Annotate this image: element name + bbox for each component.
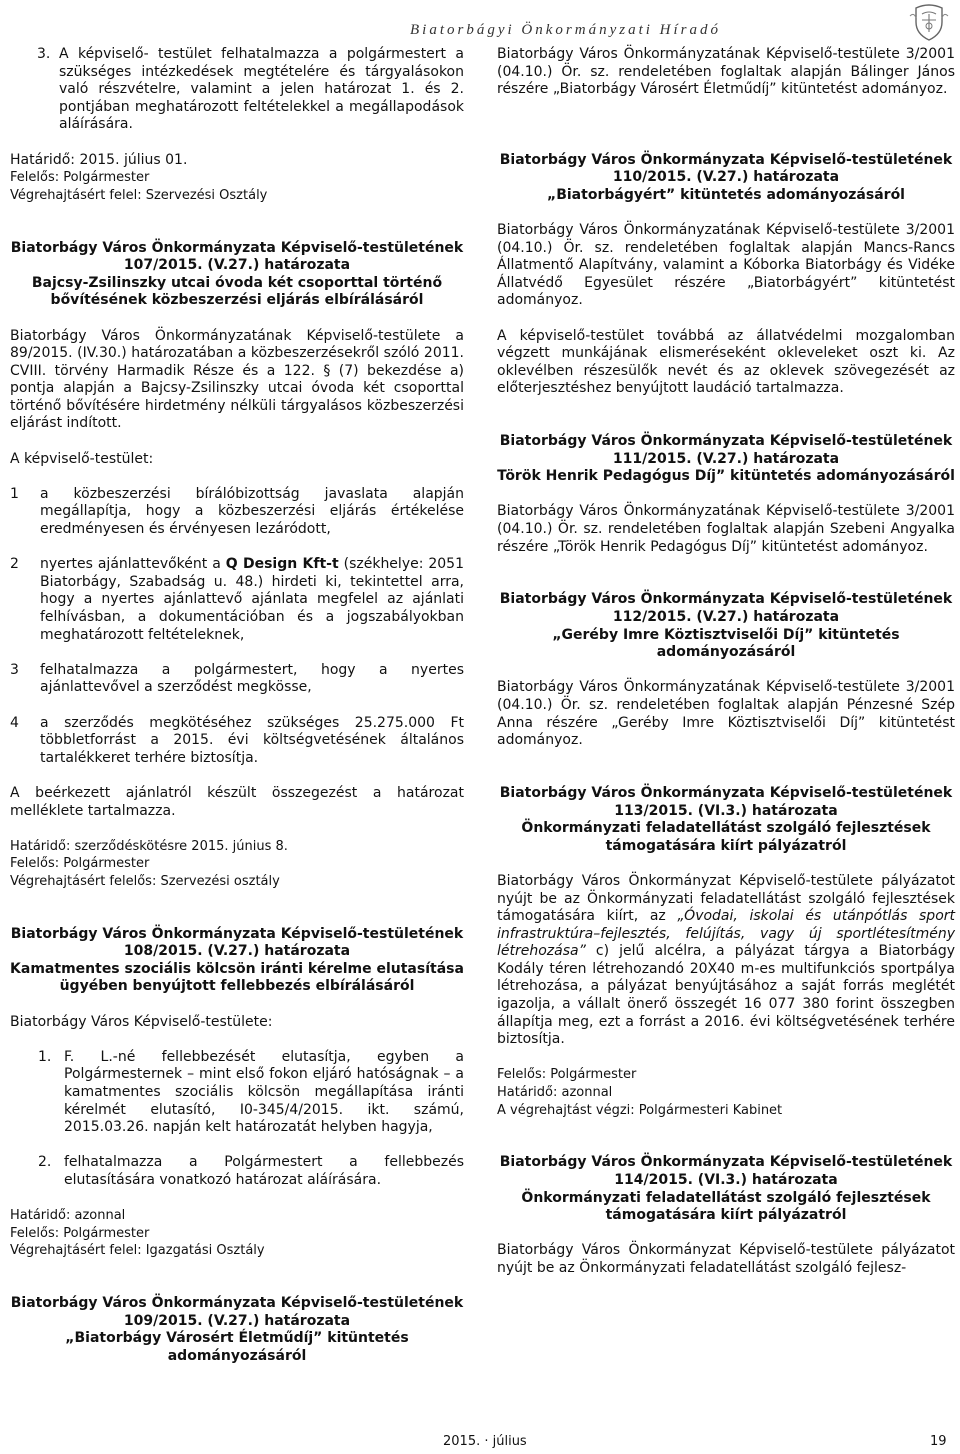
resolution-108 [10,926,464,1260]
deadline: Határidő: szerződéskötésre 2015. június 8. [10,838,288,854]
winner-name: Q Design Kft-t [225,556,339,573]
resolution-heading: Biatorbágy Város Önkormányzata Képviselő-testületének [499,433,953,450]
resolution-109 [10,1295,464,1365]
award-text: Biatorbágy Város Önkormányzatának Képviselő-testülete 3/2001 (04.10.) Ör. sz. rendeletében foglaltak alapján Bálinger János részére „Biatorbágy Városért Életműdíj” kitüntetést adományoz. [497,46,955,98]
resolution-number: 114/2015. (VI.3.) határozata [614,1172,838,1188]
resolution-111 [497,433,955,556]
executor: Végrehajtásért felelős: Szervezési osztály [10,873,280,889]
resolution-number: 108/2015. (V.27.) határozata [123,943,351,960]
list-item: 2 nyertes ajánlattevőként a Q Design Kft-t (székhelye: 2051 Biatorbágy, Szabadság u. 48.) hirdeti ki, tekintettel arra, hogy a nyertes ajánlattevő ajánlata megfelel az ajánlati felhívásban, a dokumentációban és a jogszabályokban meghatározott feltételeknek, [10,556,464,643]
resolution-subject: Kamatmentes szociális kölcsön iránti kérelme elutasítása ügyében benyújtott fellebbezés elbírálásáról [10,960,464,995]
resolution-110 [497,152,955,398]
resolution-number: 109/2015. (V.27.) határozata [123,1312,351,1329]
list-number: 3. [37,46,51,62]
page-number: 19 [930,1434,947,1449]
resolution-heading: Biatorbágy Város Önkormányzata Képviselő-testületének [10,239,464,256]
resolution-subject: „Biatorbágyért” kitüntetés adományozásáról [547,186,905,203]
resolution-114 [497,1154,955,1277]
list-item: 1. F. L.-né fellebbezését elutasítja, egyben a Polgármesternek – mint első fokon eljáró hatóságnak – a kamatmentes szociális kölcsön megállapítása iránti kérelmét elutasító, I0-345/4/2015. ikt. számú, 2015.03.26. napján kelt határozatát helyben hagyja, [38,1048,464,1136]
list-item: 3 felhatalmazza a polgármestert, hogy a nyertes ajánlattevővel a szerződést megkösse, [10,661,464,696]
list-item: 2. felhatalmazza a Polgármestert a fellebbezés elutasítására vonatkozó határozat aláírására. [38,1154,464,1188]
resolution-number: 111/2015. (V.27.) határozata [612,450,840,467]
issue-date: 2015. · július [443,1434,527,1449]
resolution-number: 110/2015. (V.27.) határozata [612,169,840,186]
annex-note: A beérkezett ajánlatról készült összegezést a határozat melléklete tartalmazza. [10,784,464,819]
resolution-113 [497,785,955,1119]
resolution-heading: Biatorbágy Város Önkormányzata Képviselő-testületének [499,591,953,608]
executor: Végrehajtásért felel: Igazgatási Osztály [10,1243,265,1259]
responsible: Felelős: Polgármester [497,1067,637,1083]
resolution-heading: Biatorbágy Város Önkormányzata Képviselő-testületének [10,925,464,942]
resolution-subject: Önkormányzati feladatellátást szolgáló fejlesztések támogatására kiírt pályázatról [521,1189,931,1224]
responsible: Felelős: Polgármester [10,170,150,186]
responsible: Felelős: Polgármester [10,1225,150,1241]
list-item: 1 a közbeszerzési bírálóbizottság javaslata alapján megállapítja, hogy a közbeszerzési eljárás értékelése eredményesen és érvényesen lezáródott, [10,485,464,538]
award-text: Biatorbágy Város Önkormányzatának Képviselő-testülete 3/2001 (04.10.) Ör. sz. rendeletében foglaltak alapján Mancs-Rancs Állatmentő Alapítvány, valamint a Kóborka Biatorbágy és Vidéke Állatvédő Egyesület részére „Biatorbágyért” kitüntetést adományoz. [497,221,955,309]
resolution-number: 113/2015. (VI.3.) határozata [614,802,838,819]
list-item: 4 a szerződés megkötéséhez szükséges 25.275.000 Ft többletforrást a 2015. évi költségvetésének általános tartalékkeret terhére biztosítja. [10,714,464,766]
resolution-body: Biatorbágy Város Önkormányzat Képviselő-testülete pályázatot nyújt be az Önkormányzati feladatellátást szolgáló fejlesz- [497,1242,955,1276]
resolution-subject: „Geréby Imre Köztisztviselői Díj” kitüntetés adományozásáról [552,626,900,661]
resolution-heading: Biatorbágy Város Önkormányzata Képviselő-testületének [499,151,953,168]
resolution-intro: Biatorbágy Város Önkormányzatának Képviselő-testülete a 89/2015. (IV.30.) határozatában a közbeszerzésekről szóló 2011. CVIII. törvény Harmadik Része és a 122. § (7) bekezdése a) pontja alapján a Bajcsy-Zsilinszky utcai óvoda két csoporttal történő bővítésére hirdetmény nélküli tárgyalásos közbeszerzési eljárást indított. [10,327,464,432]
body-label: A képviselő-testület: [10,450,154,467]
award-text: A képviselő-testület továbbá az állatvédelmi mozgalomban végzett munkájának elismeréseként okleveleket oszt ki. Az oklevélben részesülők nevét és az oklevek szövegezését az előterjesztéshez benyújtott laudáció tartalmazza. [497,327,955,397]
right-column [497,46,955,1278]
responsible: Felelős: Polgármester [10,856,150,872]
resolution-subject: Török Henrik Pedagógus Díj” kitüntetés adományozásáról [497,468,955,485]
left-column [10,46,464,1366]
resolution-subject: Önkormányzati feladatellátást szolgáló fejlesztések támogatására kiírt pályázatról [521,820,931,854]
continued-list-item [10,46,464,134]
resolution-subject: Bajcsy-Zsilinszky utcai óvoda két csoporttal történő bővítésének közbeszerzési eljárás elbírálásáról [31,274,443,309]
resolution-body: Biatorbágy Város Önkormányzat Képviselő-testülete pályázatot nyújt be az Önkormányzati feladatellátást szolgáló fejlesztések támogatására kiírt, az „Óvodai, iskolai és utánpótlás sport infrastruktúra–fejlesztés, felújítás, vagy új sportlétesítmény létrehozása” c) jelű alcélra, a pályázat tárgya a Biatorbágy Kodály téren létrehozandó 20X40 m-es multifunkciós sportpálya létrehozása, a pályázat benyújtásához a saját forrás meglétét igazolja, a vállalt önerő összegét 16 077 380 forint összegben állapítja meg, ezt a forrást a 2016. évi költségvetésének terhére biztosítja. [497,872,955,1048]
executor: A végrehajtást végzi: Polgármesteri Kabinet [497,1102,783,1118]
resolution-subject: „Biatorbágy Városért Életműdíj” kitüntetés adományozásáról [65,1330,409,1364]
deadline: Határidő: azonnal [10,1208,126,1224]
list-text: A képviselő- testület felhatalmazza a polgármestert a szükséges intézkedések megtételére és tárgyalásokon való részvételre, valamint a jelen határozat 1. és 2. pontjában meghatározott feltételekkel a megállapodások aláírására. [59,46,464,133]
resolution-heading: Biatorbágy Város Önkormányzata Képviselő-testületének [499,1154,953,1171]
resolution-number: 112/2015. (V.27.) határozata [612,609,840,625]
subgoal-title: „Óvodai, iskolai és utánpótlás sport infrastruktúra–fejlesztés, felújítás, vagy új sportlétesítmény létrehozása” [497,908,955,960]
deadline: Határidő: azonnal [497,1085,613,1101]
award-text: Biatorbágy Város Önkormányzatának Képviselő-testülete 3/2001 (04.10.) Ör. sz. rendeletében foglaltak alapján Szebeni Angyalka részére „Török Henrik Pedagógus Díj” kitüntetést adományoz. [497,503,955,555]
resolution-heading: Biatorbágy Város Önkormányzata Képviselő-testületének [499,784,953,801]
executor: Végrehajtásért felel: Szervezési Osztály [10,187,268,203]
deadline: Határidő: 2015. július 01. [10,151,188,168]
award-text: Biatorbágy Város Önkormányzatának Képviselő-testülete 3/2001 (04.10.) Ör. sz. rendeletében foglaltak alapján Pénzesné Szép Anna részére „Geréby Imre Köztisztviselői Díj” kitüntetést adományoz. [497,679,955,749]
body-label: Biatorbágy Város Képviselő-testülete: [10,1013,273,1030]
resolution-heading: Biatorbágy Város Önkormányzata Képviselő-testületének [10,1295,464,1312]
resolution-112 [497,591,955,749]
resolution-number: 107/2015. (V.27.) határozata [123,257,351,274]
newsletter-title: Biatorbágyi Önkormányzati Híradó [410,22,721,38]
town-crest-icon [908,2,950,42]
resolution-107 [10,240,464,891]
